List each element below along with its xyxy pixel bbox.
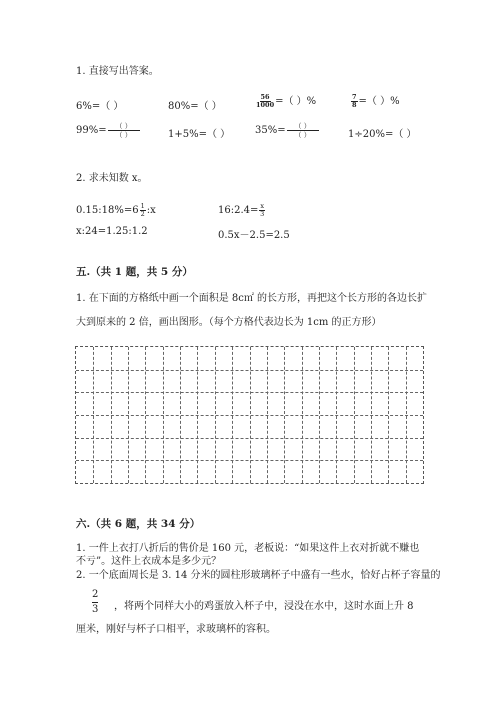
fraction-numerator: 56 <box>260 93 270 101</box>
q1-item-7-rest: =（ ）% <box>358 96 400 107</box>
q2-equation-a <box>76 203 156 218</box>
grid-line-horizontal <box>76 392 423 393</box>
q2-title: 2. 求未知数 x。 <box>76 173 148 184</box>
fraction-denominator: 3 <box>260 210 265 218</box>
fraction-numerator: （ ） <box>108 122 140 131</box>
fraction-denominator: 3 <box>92 604 99 615</box>
q2-equation-a-suffix: :x <box>146 205 156 216</box>
q1-item-80-percent: 80%=（ ） <box>168 101 222 112</box>
fraction-denominator: （ ） <box>294 131 311 139</box>
fraction-denominator: 2 <box>140 210 145 218</box>
square-grid-paper <box>75 346 424 484</box>
grid-line-horizontal <box>76 370 423 371</box>
fraction-numerator: 2 <box>92 589 99 600</box>
section-6-q1-line-2: 不亏”。这件上衣成本是多少元？ <box>76 556 222 567</box>
section-6-heading: 六.（共 6 题，共 34 分） <box>76 518 201 530</box>
fraction-56-1000 <box>256 94 274 109</box>
q1-item-99-percent <box>76 122 141 139</box>
fraction-blank <box>287 122 319 139</box>
q1-item-7-over-8 <box>350 92 400 109</box>
grid-line-horizontal <box>76 438 423 439</box>
section-5-heading: 五.（共 1 题，共 5 分） <box>76 266 193 278</box>
q1-item-6-percent: 6%=（ ） <box>76 101 124 112</box>
fraction-numerator: x <box>260 202 265 210</box>
q1-item-1-plus-5-percent: 1+5%=（ ） <box>168 129 231 140</box>
q1-item-56-rest: =（ ）% <box>275 96 317 107</box>
grid-line-horizontal <box>76 415 423 416</box>
fraction-blank <box>108 122 140 139</box>
grid-line-horizontal <box>76 460 423 461</box>
q2-equation-b <box>218 203 266 218</box>
fraction-denominator: 8 <box>352 101 357 109</box>
q1-title: 1. 直接写出答案。 <box>76 66 159 77</box>
section-5-question-line-2: 大到原来的 2 倍，画出图形。（每个方格代表边长为 1cm 的正方形） <box>76 317 382 328</box>
section-6-q2-fraction <box>90 588 100 617</box>
fraction-one-half <box>140 203 146 218</box>
fraction-7-8 <box>351 94 358 109</box>
fraction-denominator: 1000 <box>256 101 275 109</box>
fraction-two-thirds <box>91 588 99 617</box>
section-6-q1-line-1: 1. 一件上衣打八折后的售价是 160 元，老板说：“如果这件上衣对折就不赚也 <box>76 543 420 554</box>
q2-equation-d: 0.5x－2.5=2.5 <box>218 230 290 241</box>
q1-item-99-prefix: 99%= <box>76 125 107 136</box>
section-6-q2-line-1: 2. 一个底面周长是 3. 14 分米的圆柱形玻璃杯子中盛有一些水，恰好占杯子容量的 <box>76 570 441 581</box>
q1-item-35-percent <box>255 122 320 139</box>
fraction-x-over-3 <box>259 203 265 218</box>
q2-equation-c: x:24=1.25:1.2 <box>76 226 148 237</box>
q1-item-1-div-20-percent: 1÷20%=（ ） <box>348 129 417 140</box>
section-5-question-line-1: 1. 在下面的方格纸中画一个面积是 8c㎡ 的长方形，再把这个长方形的各边长扩 <box>76 293 428 304</box>
fraction-numerator: 7 <box>352 93 357 101</box>
section-6-q2-line-3: 厘米，刚好与杯子口相平，求玻璃杯的容积。 <box>76 624 276 635</box>
section-6-q2-line-2: ，将两个同样大小的鸡蛋放入杯子中，浸没在水中，这时水面上升 8 <box>114 601 414 612</box>
q1-item-56-over-1000 <box>255 92 316 109</box>
fraction-denominator: （ ） <box>115 131 132 139</box>
q2-equation-b-prefix: 16:2.4= <box>218 205 259 216</box>
fraction-numerator: 1 <box>140 202 145 210</box>
q2-equation-a-prefix: 0.15:18%=6 <box>76 205 139 216</box>
fraction-numerator: （ ） <box>287 122 319 131</box>
q1-item-35-prefix: 35%= <box>255 125 286 136</box>
